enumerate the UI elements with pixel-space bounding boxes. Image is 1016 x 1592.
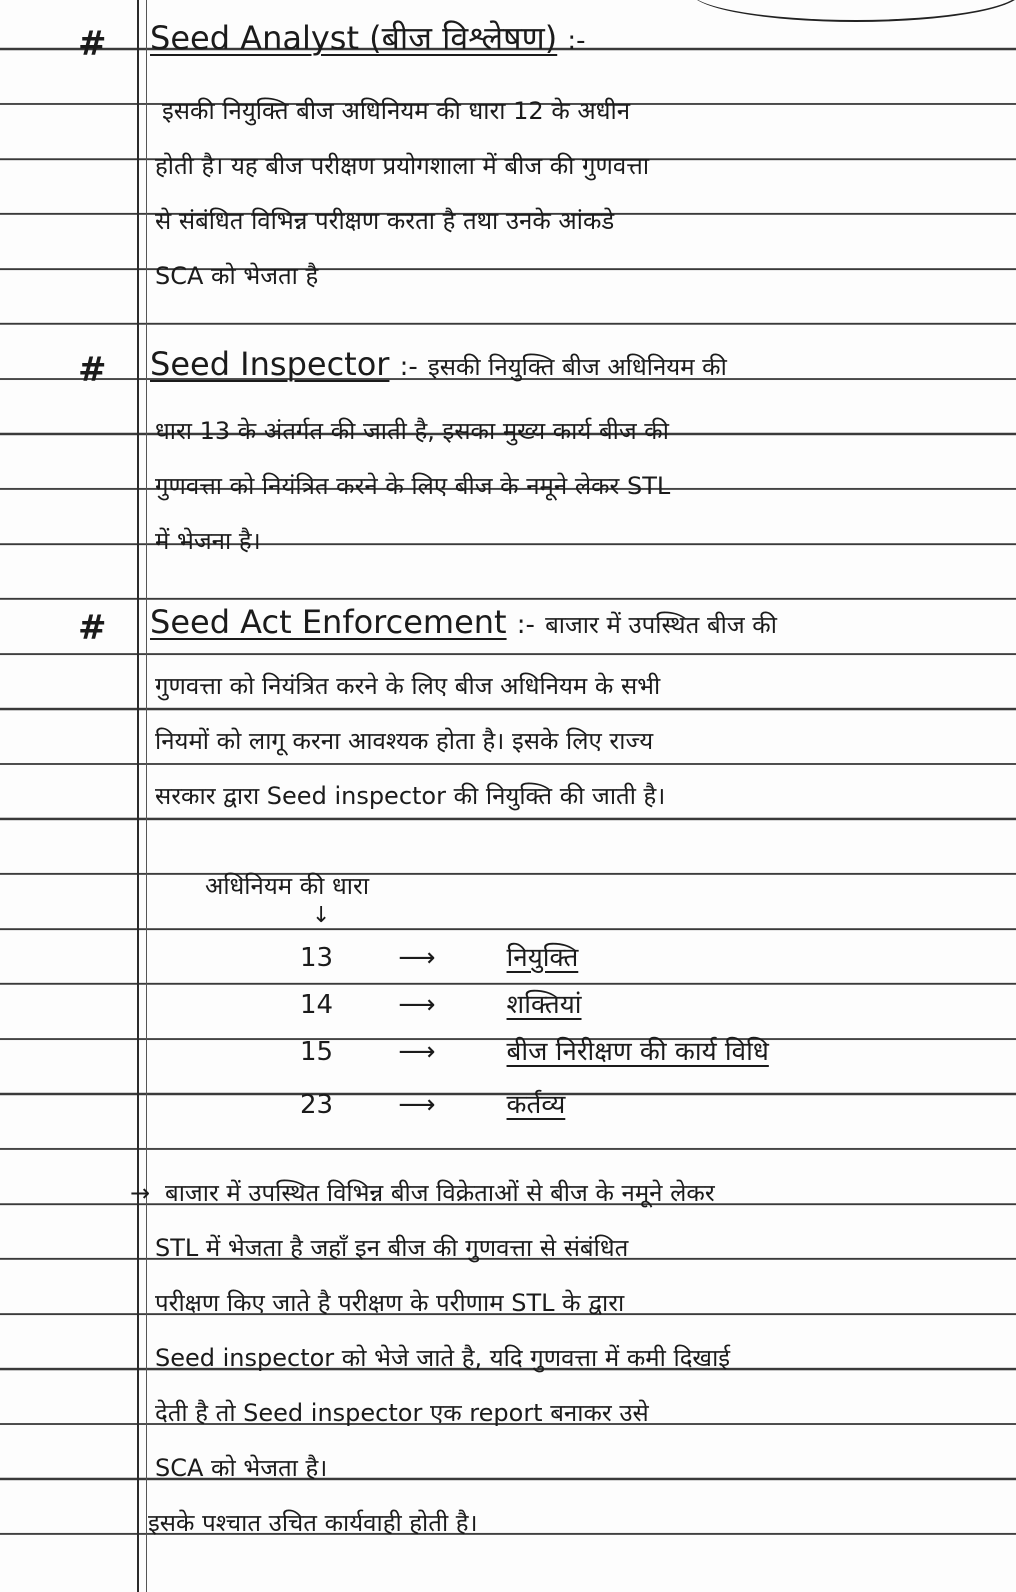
heading-seed-inspector (150, 346, 727, 385)
closing-line-6: SCA को भेजता है। (155, 1454, 328, 1482)
heading-sep: :- (516, 610, 535, 640)
heading-inline-text: बाजार में उपस्थित बीज की (545, 611, 777, 639)
page-corner-curl (690, 0, 1016, 22)
closing-line-4: Seed inspector को भेजे जाते है, यदि गुणवत्ता में कमी दिखाई (155, 1344, 731, 1372)
act-table-row (300, 943, 578, 973)
act-table-row (300, 1037, 769, 1067)
inspector-line-1: धारा 13 के अंतर्गत की जाती है, इसका मुख्य कार्य बीज की (155, 417, 669, 445)
closing-line-1: बाजार में उपस्थित विभिन्न बीज विक्रेताओं से बीज के नमूने लेकर (165, 1179, 715, 1207)
section-hash: # (78, 24, 107, 64)
right-arrow-icon: ⟶ (398, 1090, 436, 1120)
heading-sep: :- (399, 352, 418, 382)
analyst-line-2: होती है। यह बीज परीक्षण प्रयोगशाला में बीज की गुणवत्ता (155, 152, 650, 180)
heading-inline-text: इसकी नियुक्ति बीज अधिनियम की (427, 353, 727, 381)
analyst-line-3: से संबंधित विभिन्न परीक्षण करता है तथा उनके आंकडे (155, 207, 615, 235)
down-arrow-icon: ↓ (312, 903, 331, 928)
act-section-desc: बीज निरीक्षण की कार्य विधि (506, 1037, 769, 1067)
right-arrow-icon: ⟶ (398, 943, 436, 973)
act-table-row (300, 990, 582, 1020)
margin-line (137, 0, 139, 1592)
heading-seed-act-enforcement (150, 604, 777, 643)
section-hash: # (78, 608, 107, 648)
act-section-desc: शक्तियां (506, 990, 582, 1020)
margin-line-inner (146, 0, 147, 1592)
closing-line-2: STL में भेजता है जहाँ इन बीज की गुणवत्ता से संबंधित (155, 1234, 629, 1262)
heading-sep: :- (567, 26, 586, 56)
heading-title: Seed Analyst (बीज विश्लेषण) (150, 19, 558, 57)
act-section-number: 13 (300, 943, 334, 973)
act-section-number: 14 (300, 990, 334, 1020)
enforcement-line-1: गुणवत्ता को नियंत्रित करने के लिए बीज अधिनियम के सभी (155, 672, 661, 700)
act-section-desc: नियुक्ति (506, 943, 579, 973)
inspector-line-2: गुणवत्ता को नियंत्रित करने के लिए बीज के नमूने लेकर STL (155, 472, 671, 500)
act-table-row (300, 1090, 565, 1120)
enforcement-line-2: नियमों को लागू करना आवश्यक होता है। इसके लिए राज्य (155, 727, 654, 755)
bullet-arrow-icon: → (130, 1179, 151, 1207)
closing-line-7: इसके पश्चात उचित कार्यवाही होती है। (148, 1509, 478, 1537)
enforcement-line-3: सरकार द्वारा Seed inspector की नियुक्ति की जाती है। (155, 782, 666, 810)
act-table-heading: अधिनियम की धारा (205, 872, 370, 900)
act-section-number: 23 (300, 1090, 334, 1120)
analyst-line-4: SCA को भेजता है (155, 262, 319, 290)
inspector-line-3: में भेजना है। (155, 527, 261, 555)
heading-title: Seed Act Enforcement (150, 603, 507, 641)
closing-line-5: देती है तो Seed inspector एक report बनाकर उसे (155, 1399, 649, 1427)
heading-seed-analyst (150, 20, 586, 59)
heading-title: Seed Inspector (150, 345, 390, 383)
analyst-line-1: इसकी नियुक्ति बीज अधिनियम की धारा 12 के अधीन (162, 97, 631, 125)
right-arrow-icon: ⟶ (398, 1037, 436, 1067)
right-arrow-icon: ⟶ (398, 990, 436, 1020)
act-section-desc: कर्तव्य (506, 1090, 566, 1120)
section-hash: # (78, 350, 107, 390)
closing-line-3: परीक्षण किए जाते है परीक्षण के परीणाम STL के द्वारा (155, 1289, 625, 1317)
act-section-number: 15 (300, 1037, 334, 1067)
